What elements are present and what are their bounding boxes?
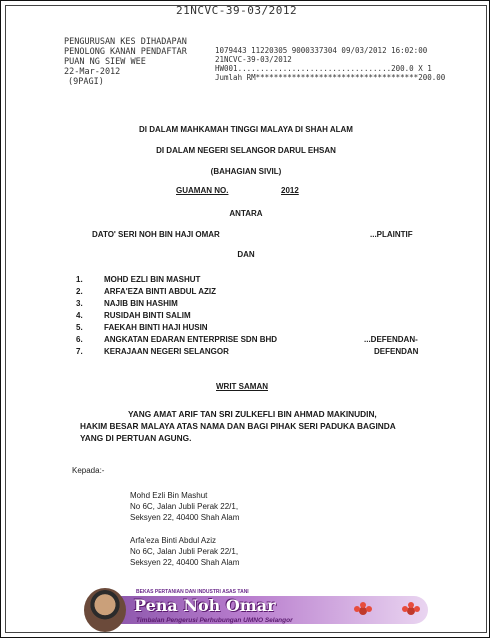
address-line: Seksyen 22, 40400 Shah Alam xyxy=(130,513,240,522)
defendant-number: 3. xyxy=(76,299,83,308)
stamp-line: (9PAGI) xyxy=(68,77,104,87)
plaintiff-role: ...PLAINTIF xyxy=(370,230,413,239)
stamp-line: 1079443 11220305 9000337304 09/03/2012 16:02:00 xyxy=(215,46,428,55)
writ-body-line: HAKIM BESAR MALAYA ATAS NAMA DAN BAGI PIHAK SERI PADUKA BAGINDA xyxy=(80,421,396,431)
defendant-number: 5. xyxy=(76,323,83,332)
defendant-number: 4. xyxy=(76,311,83,320)
registry-stamp-left xyxy=(64,37,187,87)
stamp-line: HW001..................................200.0 X 1 xyxy=(215,64,432,73)
defendant-number: 1. xyxy=(76,275,83,284)
banner-top-text: BEKAS PERTANIAN DAN INDUSTRI ASAS TANI xyxy=(136,589,249,595)
writ-body-line: YANG AMAT ARIF TAN SRI ZULKEFLI BIN AHMAD MAKINUDIN, xyxy=(128,409,377,419)
defendant-number: 7. xyxy=(76,347,83,356)
defendant-name: KERAJAAN NEGERI SELANGOR xyxy=(104,347,229,356)
stamp-line: PENOLONG KANAN PENDAFTAR xyxy=(64,47,187,57)
writ-body-line: YANG DI PERTUAN AGUNG. xyxy=(80,433,192,443)
address-block-2 xyxy=(130,535,239,568)
address-line: Arfa'eza Binti Abdul Aziz xyxy=(130,536,217,545)
address-line: Mohd Ezli Bin Mashut xyxy=(130,491,208,500)
defendant-name: RUSIDAH BINTI SALIM xyxy=(104,311,191,320)
banner-name: Pena Noh Omar xyxy=(134,596,276,615)
stamp-line: PENGURUSAN KES DIHADAPAN xyxy=(64,37,187,47)
stamp-line: Jumlah RM************************************200.00 xyxy=(215,73,446,82)
plaintiff-name: DATO' SERI NOH BIN HAJI OMAR xyxy=(92,230,220,239)
flower-ornament-icon xyxy=(400,602,422,620)
watermark-banner xyxy=(84,588,434,632)
address-line: Seksyen 22, 40400 Shah Alam xyxy=(130,558,240,567)
stamp-line: PUAN NG SIEW WEE xyxy=(64,57,146,67)
defendant-role: ...DEFENDAN- xyxy=(364,335,418,344)
address-block-1 xyxy=(130,490,239,523)
defendant-name: ARFA'EZA BINTI ABDUL AZIZ xyxy=(104,287,216,296)
address-line: No 6C, Jalan Jubli Perak 22/1, xyxy=(130,547,239,556)
banner-subtitle: Timbalan Pengerusi Perhubungan UMNO Selangor xyxy=(136,617,293,624)
defendant-number: 6. xyxy=(76,335,83,344)
case-number: 21NCVC-39-03/2012 xyxy=(176,4,298,17)
guaman-year: 2012 xyxy=(281,186,299,195)
writ-title: WRIT SAMAN xyxy=(216,382,268,391)
address-line: No 6C, Jalan Jubli Perak 22/1, xyxy=(130,502,239,511)
payment-stamp xyxy=(215,46,445,82)
defendant-role: DEFENDAN xyxy=(374,347,419,356)
flower-ornament-icon xyxy=(352,602,374,620)
stamp-line: 22-Mar-2012 xyxy=(64,67,121,77)
defendant-name: NAJIB BIN HASHIM xyxy=(104,299,178,308)
antara-label: ANTARA xyxy=(229,209,263,218)
stamp-line: 21NCVC-39-03/2012 xyxy=(215,55,292,64)
court-division: (BAHAGIAN SIVIL) xyxy=(210,167,282,176)
defendant-name: MOHD EZLI BIN MASHUT xyxy=(104,275,201,284)
defendant-name: ANGKATAN EDARAN ENTERPRISE SDN BHD xyxy=(104,335,278,344)
guaman-label: GUAMAN NO. xyxy=(176,186,229,195)
kepada-label: Kepada:- xyxy=(72,466,105,475)
dan-label: DAN xyxy=(237,250,255,259)
court-title: DI DALAM MAHKAMAH TINGGI MALAYA DI SHAH ALAM xyxy=(139,125,353,134)
court-state: DI DALAM NEGERI SELANGOR DARUL EHSAN xyxy=(156,146,336,155)
portrait-photo xyxy=(84,588,126,632)
defendant-name: FAEKAH BINTI HAJI HUSIN xyxy=(104,323,208,332)
defendant-number: 2. xyxy=(76,287,83,296)
